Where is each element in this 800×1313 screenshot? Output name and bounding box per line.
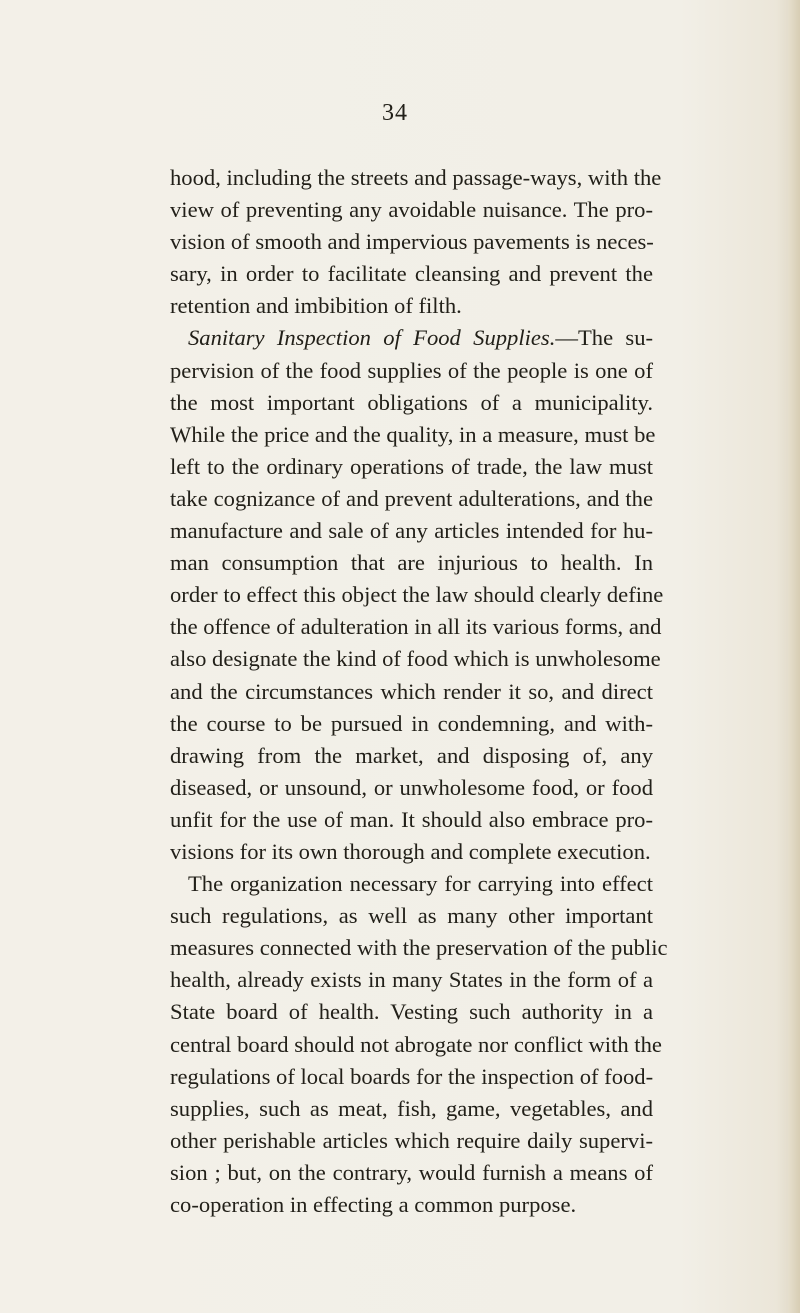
text-line: retention and imbibition of filth.: [170, 293, 462, 319]
text-line: co-operation in effecting a common purpose.: [170, 1192, 577, 1217]
text-line: left to the ordinary operations of trade, the law must: [170, 453, 653, 479]
text-line: view of preventing any avoidable nuisance. The pro-: [170, 197, 653, 223]
text-line: While the price and the quality, in a measure, must be: [170, 421, 656, 447]
text-line: hood, including the streets and passage-ways, with the: [170, 165, 662, 190]
text-line: vision of smooth and impervious pavements is neces-: [170, 229, 654, 255]
page-edge: [788, 0, 800, 1313]
text-line: visions for its own thorough and complete execution.: [170, 838, 651, 864]
text-line: sary, in order to facilitate cleansing and prevent the: [170, 261, 653, 287]
text-line: the offence of adulteration in all its various forms, and: [170, 614, 662, 640]
text-line: supplies, such as meat, fish, game, vegetables, and: [170, 1095, 653, 1121]
text-line: take cognizance of and prevent adulterations, and the: [170, 485, 653, 511]
section-heading-line: [170, 322, 653, 354]
text-line: health, already exists in many States in the form of a: [170, 967, 653, 993]
text-line: sion ; but, on the contrary, would furnish a means of: [170, 1159, 653, 1185]
text-line: diseased, or unsound, or unwholesome food, or food: [170, 774, 653, 800]
text-line: central board should not abrogate nor conflict with the: [170, 1031, 662, 1057]
text-line: manufacture and sale of any articles intended for hu-: [170, 518, 653, 544]
section-heading: Sanitary Inspection of Food Supplies.: [188, 325, 556, 351]
page-number: 34: [382, 100, 408, 126]
text-line: man consumption that are injurious to health. In: [170, 550, 653, 576]
text-line: the most important obligations of a municipality.: [170, 389, 653, 415]
text-line: and the circumstances which render it so, and direct: [170, 678, 653, 704]
text-line: order to effect this object the law should clearly define: [170, 582, 664, 608]
heading-continuation: —The su-: [555, 325, 654, 351]
text-line: pervision of the food supplies of the people is one of: [170, 357, 653, 383]
text-line: drawing from the market, and disposing of, any: [170, 742, 653, 768]
body-text: [170, 162, 668, 1221]
text-line: also designate the kind of food which is unwholesome: [170, 646, 661, 672]
text-line: the course to be pursued in condemning, and with-: [170, 710, 653, 736]
text-line: such regulations, as well as many other important: [170, 903, 653, 929]
text-line: regulations of local boards for the inspection of food-: [170, 1063, 654, 1089]
text-line: unfit for the use of man. It should also embrace pro-: [170, 806, 653, 832]
text-line: State board of health. Vesting such authority in a: [170, 999, 653, 1025]
text-line: other perishable articles which require daily supervi-: [170, 1127, 653, 1153]
text-line: The organization necessary for carrying into effect: [188, 871, 653, 897]
text-line: measures connected with the preservation of the public: [170, 935, 668, 961]
